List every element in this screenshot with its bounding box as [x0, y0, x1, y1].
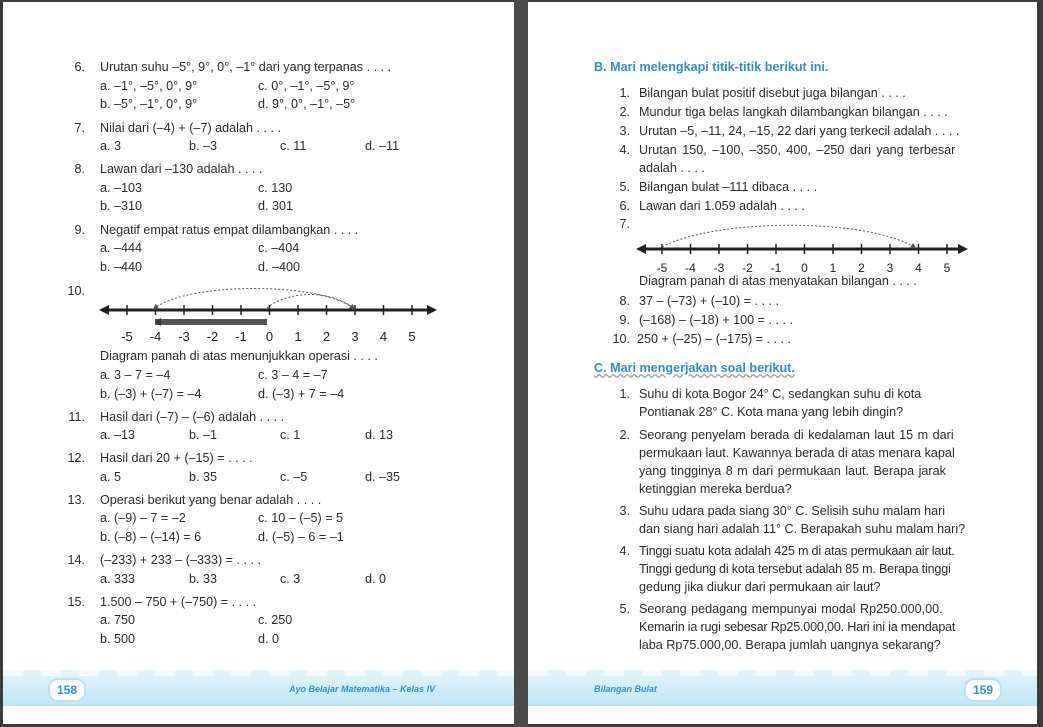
number-line-label: 4	[379, 329, 388, 344]
item-line: Seorang penyelam berada di kedalaman laut 15 m dari	[639, 428, 954, 442]
option: a. –103	[100, 181, 143, 195]
option: d. 0	[258, 632, 280, 646]
option: c. 0°, –1°, –5°, 9°	[258, 79, 355, 93]
number-line-label: 1	[829, 261, 837, 275]
item-text: Mundur tiga belas langkah dilambangkan bilangan . . . .	[639, 105, 948, 119]
item-text: Diagram panah di atas menyatakan bilangan . . . .	[639, 274, 917, 288]
option: c. 250	[258, 613, 293, 627]
option: d. (–5) – 6 = –1	[258, 530, 344, 544]
option: b. 500	[100, 632, 136, 646]
right-page	[528, 2, 1037, 724]
question-number: 6.	[74, 60, 85, 74]
option: b. –310	[100, 199, 143, 213]
item-number: 10.	[612, 332, 630, 346]
item-number: 4.	[619, 143, 630, 157]
option: c. –5	[280, 470, 308, 484]
item-text: (–168) – (–18) + 100 = . . . .	[639, 313, 794, 327]
book-gutter	[514, 0, 528, 727]
number-line-label: 2	[858, 261, 865, 275]
item-line: yang tingginya 8 m dari permukaan laut. Berapa jarak	[639, 464, 946, 478]
item-text: Lawan dari 1.059 adalah . . . .	[639, 199, 805, 213]
question-number: 14.	[67, 553, 85, 567]
option: d. –400	[258, 260, 301, 274]
item-text: Bilangan bulat positif disebut juga bilangan . . . .	[639, 86, 906, 100]
number-line-label: 0	[801, 261, 808, 275]
number-line-label: -5	[121, 329, 133, 344]
item-number: 2.	[619, 428, 630, 442]
option: a. –13	[100, 428, 136, 442]
option: c. 130	[258, 181, 293, 195]
number-line-label: 3	[351, 329, 359, 344]
section-heading: B. Mari melengkapi titik-titik berikut ini.	[594, 60, 829, 74]
question-number: 15.	[67, 595, 85, 609]
item-text-cont: adalah . . . .	[639, 161, 705, 175]
item-number: 3.	[619, 124, 630, 138]
item-line: ketinggian mereka berdua?	[639, 482, 792, 496]
question-text: Hasil dari (–7) – (–6) adalah . . . .	[100, 410, 285, 424]
question-number: 13.	[67, 493, 85, 507]
item-line: Kemarin ia rugi sebesar Rp25.000,00. Hari ini ia mendapat	[639, 620, 956, 634]
option: c. 3	[280, 572, 301, 586]
item-number: 8.	[619, 294, 630, 308]
question-text: Urutan suhu –5°, 9°, 0°, –1° dari yang terpanas . . . .	[100, 60, 392, 74]
axis-arrow-right	[427, 305, 437, 315]
item-text: Bilangan bulat –111 dibaca . . . .	[639, 180, 818, 194]
footer-title: Ayo Belajar Matematika – Kelas IV	[289, 684, 436, 694]
number-line-label: -1	[770, 261, 782, 275]
number-line-label: -3	[713, 261, 725, 275]
number-line-label: 5	[943, 261, 951, 275]
question-number: 10.	[67, 284, 85, 298]
item-line: dan siang hari adalah 11° C. Berapakah suhu malam hari?	[639, 522, 966, 536]
question-text: Operasi berikut yang benar adalah . . . .	[100, 493, 322, 507]
item-line: Pontianak 28° C. Kota mana yang lebih dingin?	[639, 405, 904, 419]
option: d. 9°, 0°, –1°, –5°	[258, 97, 356, 111]
option: d. –35	[365, 470, 401, 484]
number-line-label: 0	[265, 329, 274, 344]
option: b. –5°, –1°, 0°, 9°	[100, 97, 198, 111]
option: a. –444	[100, 241, 143, 255]
item-text: Urutan 150, –100, –350, 400, –250 dari yang terbesar	[639, 143, 956, 157]
item-number: 5.	[619, 602, 630, 616]
number-line-label: -1	[235, 329, 247, 344]
item-number: 5.	[619, 180, 630, 194]
number-line-label: 1	[294, 329, 302, 344]
left-page	[3, 2, 514, 724]
option: b. –3	[189, 139, 218, 153]
option: d. (–3) + 7 = –4	[258, 387, 345, 401]
option: d. –11	[365, 139, 400, 153]
item-line: permukaan laut. Kawannya berada di atas menara kapal	[639, 446, 955, 460]
item-text: 250 + (–25) – (–175) = . . . .	[637, 332, 792, 346]
number-line-label: -4	[149, 329, 162, 344]
result-bar	[155, 319, 267, 325]
option: a. 333	[100, 572, 136, 586]
item-text: Urutan –5, –11, 24, –15, 22 dari yang terkecil adalah . . . .	[639, 124, 960, 138]
option: a. –1°, –5°, 0°, 9°	[100, 79, 198, 93]
item-number: 1.	[619, 86, 630, 100]
item-line: Suhu di kota Bogor 24° C, sedangkan suhu di kota	[639, 387, 922, 401]
option: a. 3	[100, 139, 122, 153]
option: d. 13	[365, 428, 394, 442]
question-text: Hasil dari 20 + (–15) = . . . .	[100, 451, 253, 465]
question-text: 1.500 – 750 + (–750) = . . . .	[100, 595, 257, 609]
item-number: 1.	[619, 387, 630, 401]
axis-arrow-left	[99, 305, 109, 315]
item-line: gedung jika diukur dari permukaan air laut?	[639, 580, 881, 594]
option: a. (–9) – 7 = –2	[100, 511, 186, 525]
item-number: 9.	[619, 313, 630, 327]
option: b. (–8) – (–14) = 6	[100, 530, 202, 544]
number-line-label: -3	[178, 329, 190, 344]
item-number: 6.	[619, 199, 630, 213]
option: b. (–3) + (–7) = –4	[100, 387, 202, 401]
item-line: Seorang pedagang mempunyai modal Rp250.000,00.	[639, 602, 943, 616]
option: a. 5	[100, 470, 122, 484]
option: d. 301	[258, 199, 294, 213]
item-line: laba Rp75.000,00. Berapa jumlah uangnya sekarang?	[639, 638, 941, 652]
axis-arrow-right	[958, 244, 968, 254]
item-text: 37 – (–73) + (–10) = . . . .	[639, 294, 780, 308]
jump-arrow	[662, 225, 914, 247]
number-line-label: -5	[656, 261, 668, 275]
question-text: Diagram panah di atas menunjukkan operasi . . . .	[100, 349, 378, 363]
question-number: 7.	[74, 121, 85, 135]
number-line-label: -2	[206, 329, 219, 344]
option: c. 10 – (–5) = 5	[258, 511, 344, 525]
number-line-label: 5	[408, 329, 416, 344]
option: c. 11	[280, 139, 307, 153]
option: d. 0	[365, 572, 387, 586]
number-line-label: 3	[886, 261, 894, 275]
question-number: 8.	[74, 162, 85, 176]
question-text: Lawan dari –130 adalah . . . .	[100, 162, 263, 176]
number-line-label: -4	[685, 261, 696, 275]
option: a. 3 – 7 = –4	[100, 368, 171, 382]
option: c. 3 – 4 = –7	[258, 368, 328, 382]
item-line: Suhu udara pada siang 30° C. Selisih suhu malam hari	[639, 504, 946, 518]
option: b. –440	[100, 260, 143, 274]
question-number: 9.	[74, 223, 85, 237]
number-line-diagram	[636, 222, 968, 276]
item-number: 3.	[619, 504, 630, 518]
option: b. 33	[189, 572, 218, 586]
option: a. 750	[100, 613, 136, 627]
page-number: 158	[48, 678, 86, 702]
number-line-label: 2	[322, 329, 331, 344]
number-line-label: 4	[915, 261, 922, 275]
question-text: Negatif empat ratus empat dilambangkan . . . .	[100, 223, 359, 237]
option: c. 1	[280, 428, 301, 442]
question-number: 11.	[68, 410, 85, 424]
number-line-diagram	[99, 280, 437, 344]
question-number: 12.	[67, 451, 85, 465]
option: b. 35	[189, 470, 218, 484]
question-text: (–233) + 233 – (–333) = . . . .	[100, 553, 262, 567]
axis-arrow-left	[636, 244, 646, 254]
page-number: 159	[964, 678, 1002, 702]
item-number: 4.	[619, 544, 630, 558]
item-number: 2.	[619, 105, 630, 119]
item-line: Tinggi gedung di kota tersebut adalah 85 m. Berapa tinggi	[639, 562, 951, 576]
jump-arrow-short	[267, 295, 353, 309]
section-heading: C. Mari mengerjakan soal berikut.	[594, 361, 795, 375]
item-number: 7.	[619, 217, 630, 231]
option: b. –1	[189, 428, 218, 442]
question-text: Nilai dari (–4) + (–7) adalah . . . .	[100, 121, 281, 135]
footer-title: Bilangan Bulat	[594, 684, 658, 694]
item-line: Tinggi suatu kota adalah 425 m di atas permukaan air laut.	[639, 544, 955, 558]
option: c. –404	[258, 241, 300, 255]
number-line-label: -2	[742, 261, 753, 275]
